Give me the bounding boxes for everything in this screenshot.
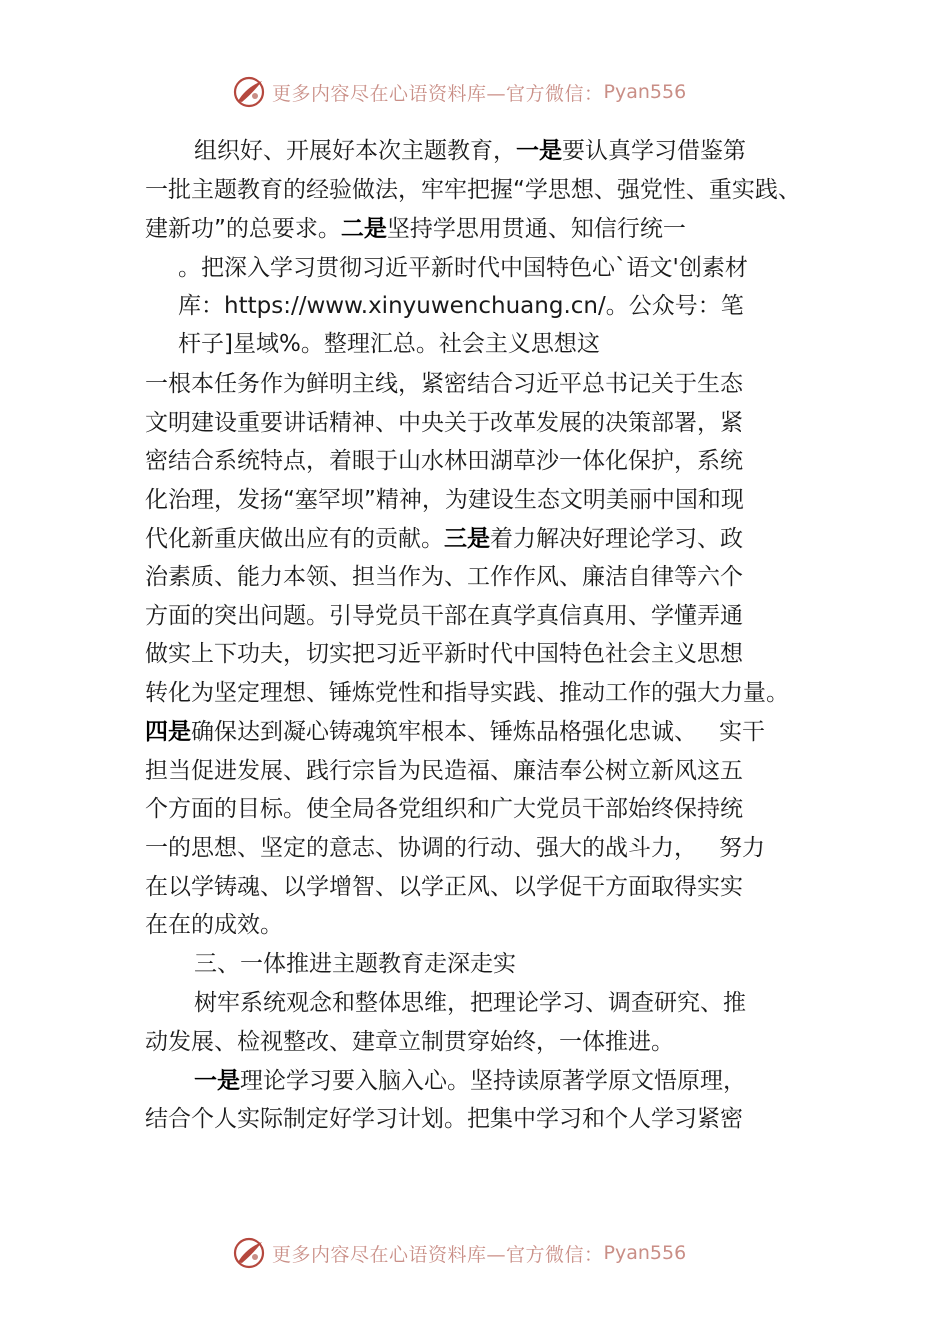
text-line: 。把深入学习贯彻习近平新时代中国特色心`语文'创素材 <box>178 255 748 281</box>
watermark-wechat-id: Pyan556 <box>603 81 687 103</box>
text-line: 一的思想、坚定的意志、协调的行动、强大的战斗力， 努力 <box>145 835 765 861</box>
watermark-text: 更多内容尽在心语资料库—官方微信： <box>272 82 604 105</box>
text-line: 杆子]星域%。整理汇总。社会主义思想这 <box>178 331 600 357</box>
text-line: 治素质、能力本领、担当作为、工作作风、廉洁自律等六个 <box>145 564 743 590</box>
watermark-text: 更多内容尽在心语资料库—官方微信： <box>272 1243 604 1266</box>
text-line: 动发展、检视整改、建章立制贯穿始终，一体推进。 <box>145 1029 674 1055</box>
header-watermark <box>232 72 686 112</box>
text-line: 代化新重庆做出应有的贡献。三是着力解决好理论学习、政 <box>145 526 743 552</box>
brush-logo-icon <box>232 75 266 109</box>
text-line: 一是理论学习要入脑入心。坚持读原著学原文悟原理， <box>194 1068 746 1094</box>
text-line: 方面的突出问题。引导党员干部在真学真信真用、学懂弄通 <box>145 603 743 629</box>
text-line: 建新功”的总要求。二是坚持学思用贯通、知信行统一 <box>145 216 686 242</box>
text-line: 文明建设重要讲话精神、中央关于改革发展的决策部署，紧 <box>145 410 743 436</box>
text-line: 一根本任务作为鲜明主线，紧密结合习近平总书记关于生态 <box>145 371 743 397</box>
text-line: 密结合系统特点，着眼于山水林田湖草沙一体化保护，系统 <box>145 448 743 474</box>
watermark-wechat-id: Pyan556 <box>603 1242 687 1264</box>
text-line: 组织好、开展好本次主题教育，一是要认真学习借鉴第 <box>194 138 746 164</box>
text-line: 一批主题教育的经验做法，牢牢把握“学思想、强党性、重实践、 <box>145 177 801 203</box>
text-line: 四是确保达到凝心铸魂筑牢根本、锤炼品格强化忠诚、 实干 <box>145 719 765 745</box>
text-line: 库：https://www.xinyuwenchuang.cn/。公众号：笔 <box>178 293 744 319</box>
text-line: 在在的成效。 <box>145 912 283 938</box>
text-line: 个方面的目标。使全局各党组织和广大党员干部始终保持统 <box>145 796 743 822</box>
text-line: 担当促进发展、践行宗旨为民造福、廉洁奉公树立新风这五 <box>145 758 743 784</box>
text-line: 结合个人实际制定好学习计划。把集中学习和个人学习紧密 <box>145 1106 743 1132</box>
text-line: 转化为坚定理想、锤炼党性和指导实践、推动工作的强大力量。 <box>145 680 789 706</box>
text-line: 在以学铸魂、以学增智、以学正风、以学促干方面取得实实 <box>145 874 743 900</box>
section-heading: 三、一体推进主题教育走深走实 <box>194 951 516 977</box>
text-line: 做实上下功夫，切实把习近平新时代中国特色社会主义思想 <box>145 641 743 667</box>
text-line: 化治理，发扬“塞罕坝”精神，为建设生态文明美丽中国和现 <box>145 487 744 513</box>
brush-logo-icon <box>232 1236 266 1270</box>
footer-watermark <box>232 1233 686 1273</box>
text-line: 树牢系统观念和整体思维，把理论学习、调查研究、推 <box>194 990 746 1016</box>
